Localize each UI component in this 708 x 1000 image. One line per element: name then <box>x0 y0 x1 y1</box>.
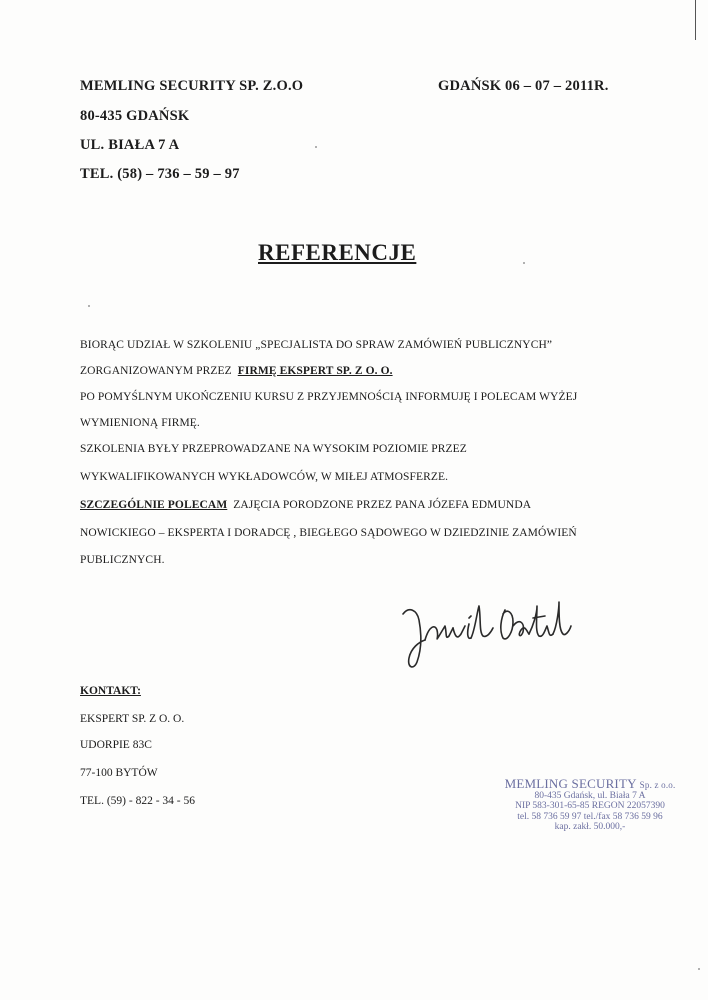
document-date: GDAŃSK 06 – 07 – 2011R. <box>438 78 609 94</box>
scan-speck <box>698 968 700 970</box>
contact-city: 77-100 BYTÓW <box>80 767 158 779</box>
contact-name: EKSPERT SP. Z O. O. <box>80 713 185 725</box>
stamp-line-3: NIP 583-301-65-85 REGON 22057390 <box>515 801 665 812</box>
sender-street: UL. BIAŁA 7 A <box>80 137 180 153</box>
contact-heading-text: KONTAKT: <box>80 685 141 697</box>
contact-heading <box>80 685 141 697</box>
sender-company: MEMLING SECURITY SP. Z.O.O <box>80 78 304 94</box>
body-line-3: PO POMYŚLNYM UKOŃCZENIU KURSU Z PRZYJEMNOŚCIĄ INFORMUJĘ I POLECAM WYŻEJ <box>80 391 578 403</box>
body-line-9: PUBLICZNYCH. <box>80 554 165 566</box>
contact-phone: TEL. (59) - 822 - 34 - 56 <box>80 795 195 807</box>
body-line-7 <box>80 499 531 511</box>
stamp-company-name: MEMLING SECURITY <box>504 776 637 791</box>
body-line-5: SZKOLENIA BYŁY PRZEPROWADZANE NA WYSOKIM POZIOMIE PRZEZ <box>80 443 467 455</box>
body-line-2-company: FIRMĘ EKSPERT SP. Z O. O. <box>237 365 393 377</box>
body-line-2 <box>80 365 393 377</box>
sender-phone: TEL. (58) – 736 – 59 – 97 <box>80 166 240 182</box>
contact-street: UDORPIE 83C <box>80 739 152 751</box>
company-stamp <box>490 777 690 832</box>
scan-speck <box>88 305 90 307</box>
document-title: REFERENCJE <box>258 240 417 265</box>
body-line-4: WYMIENIONĄ FIRMĘ. <box>80 417 200 429</box>
handwritten-signature-icon <box>395 596 575 676</box>
body-line-6: WYKWALIFIKOWANYCH WYKŁADOWCÓW, W MIŁEJ ATMOSFERZE. <box>80 471 449 483</box>
body-line-7-text: ZAJĘCIA PORODZONE PRZEZ PANA JÓZEFA EDMUNDA <box>233 499 532 511</box>
body-line-2-text: ZORGANIZOWANYM PRZEZ <box>80 365 232 377</box>
stamp-line-4: tel. 58 736 59 97 tel./fax 58 736 59 96 <box>517 811 663 822</box>
body-line-8: NOWICKIEGO – EKSPERTA I DORADCĘ , BIEGŁEGO SĄDOWEGO W DZIEDZINIE ZAMÓWIEŃ <box>80 527 577 539</box>
body-line-1: BIORĄC UDZIAŁ W SZKOLENIU „SPECJALISTA DO SPRAW ZAMÓWIEŃ PUBLICZNYCH” <box>80 339 553 351</box>
body-line-7-emphasis: SZCZEGÓLNIE POLECAM <box>80 499 228 511</box>
stamp-company-suffix: Sp. z o.o. <box>639 780 676 790</box>
scan-speck <box>523 262 525 264</box>
scan-speck <box>315 146 317 148</box>
stamp-line-5: kap. zakł. 50.000,- <box>554 821 626 832</box>
stamp-line-2: 80-435 Gdańsk, ul. Biała 7 A <box>534 791 646 802</box>
stamp-line-1 <box>490 777 690 791</box>
scan-edge-line <box>695 0 696 40</box>
sender-postal: 80-435 GDAŃSK <box>80 108 190 124</box>
